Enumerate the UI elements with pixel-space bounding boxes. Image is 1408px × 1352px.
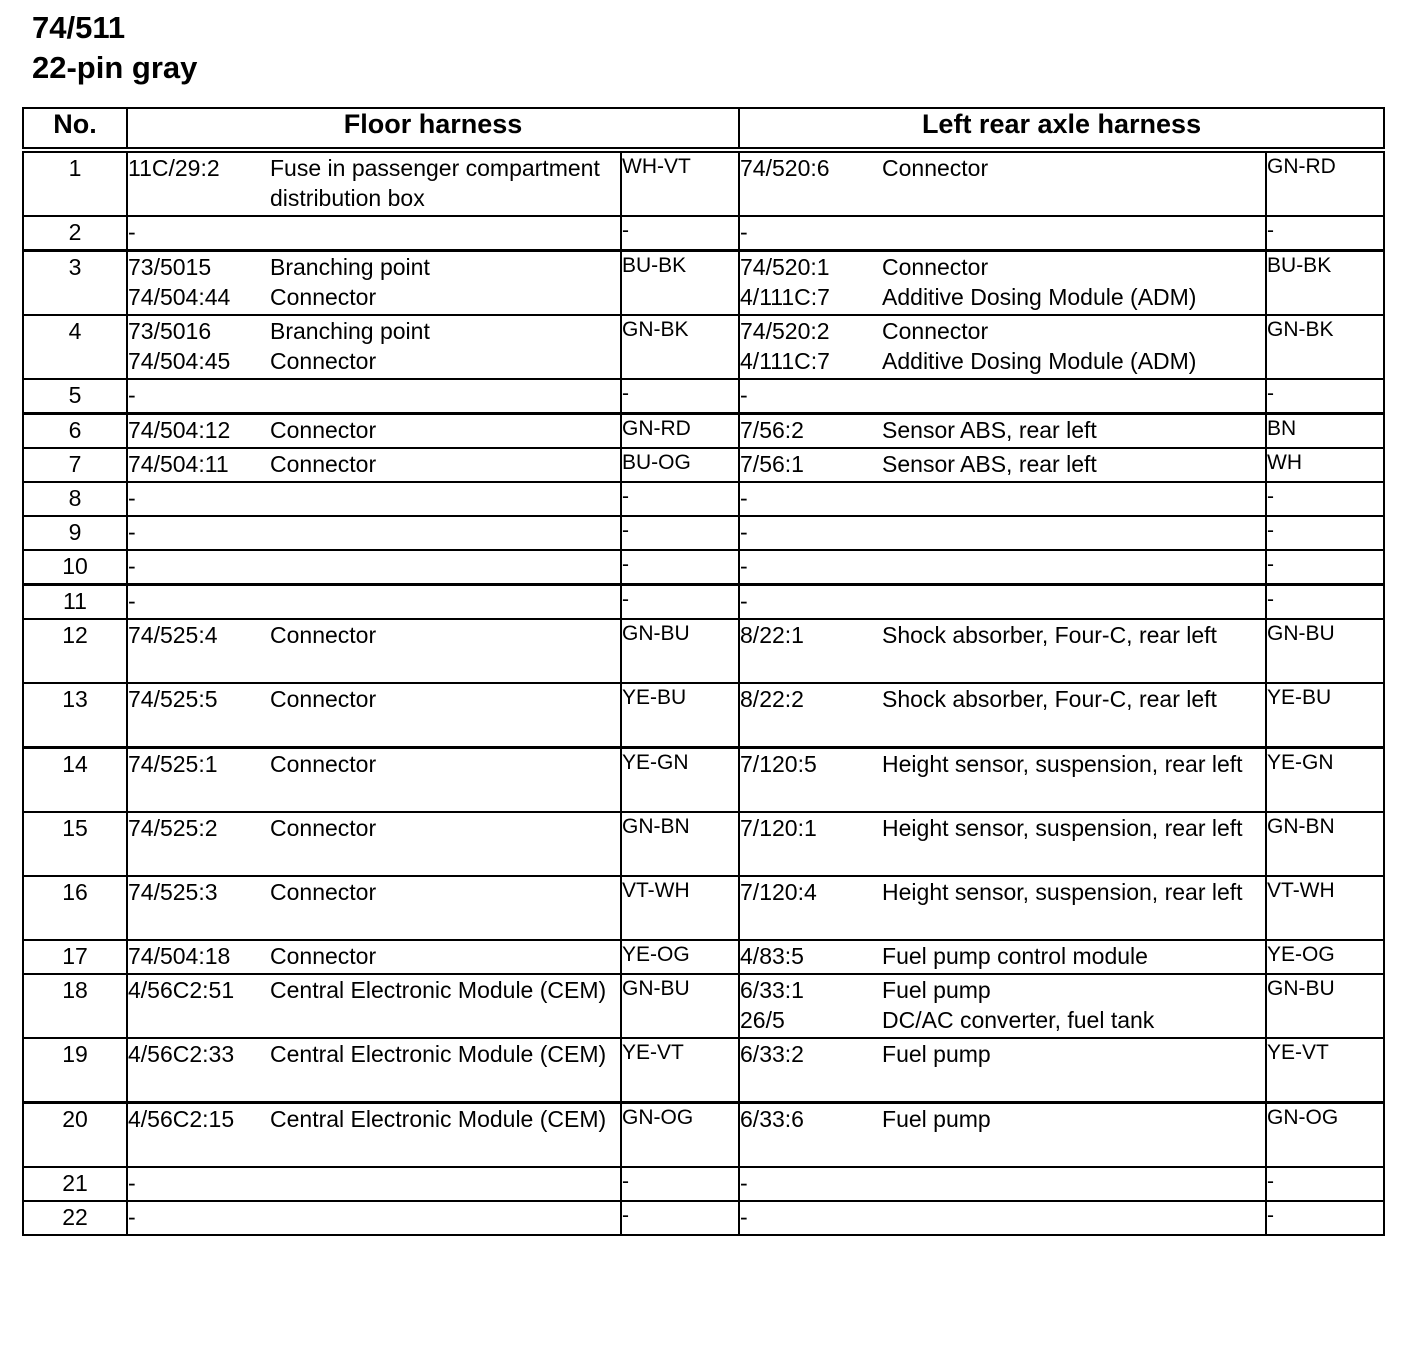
table-row <box>23 619 1384 683</box>
left-wire-color: GN-OG <box>1266 1103 1384 1168</box>
floor-part-description: Connector <box>270 417 377 443</box>
left-part-code: - <box>740 553 748 579</box>
left-wire-color: GN-BK <box>1266 315 1384 379</box>
left-part-code: - <box>740 1170 748 1196</box>
left-part-code: - <box>740 219 748 245</box>
left-entry <box>740 813 1265 843</box>
pin-number: 7 <box>23 448 127 482</box>
floor-part-code: - <box>128 382 136 408</box>
left-part-code: 7/120:5 <box>740 751 817 777</box>
left-part-code: 8/22:1 <box>740 622 804 648</box>
left-part-description <box>882 380 1265 410</box>
table-row <box>23 482 1384 516</box>
floor-entry <box>128 282 620 312</box>
left-part-description: Connector <box>882 155 989 181</box>
floor-part-description <box>270 380 620 410</box>
pin-number: 11 <box>23 585 127 620</box>
floor-wire-color: - <box>621 585 739 620</box>
table-row <box>23 251 1384 316</box>
table-body <box>23 150 1384 1235</box>
floor-harness-cell <box>127 940 621 974</box>
floor-part-code: 74/525:3 <box>128 879 218 905</box>
pin-number: 3 <box>23 251 127 316</box>
left-part-description: Sensor ABS, rear left <box>882 417 1097 443</box>
pin-number: 20 <box>23 1103 127 1168</box>
left-part-description <box>882 1168 1265 1198</box>
left-entry <box>740 1039 1265 1069</box>
table-row <box>23 812 1384 876</box>
floor-entry <box>128 684 620 714</box>
left-part-description: Fuel pump control module <box>882 943 1148 969</box>
connector-description: 22-pin gray <box>32 50 198 85</box>
floor-part-code: 4/56C2:15 <box>128 1106 235 1132</box>
left-part-code: 26/5 <box>740 1007 785 1033</box>
left-wire-color: - <box>1266 379 1384 414</box>
floor-wire-color: VT-WH <box>621 876 739 940</box>
left-part-description: Additive Dosing Module (ADM) <box>882 284 1197 310</box>
floor-harness-cell <box>127 150 621 216</box>
floor-entry <box>128 941 620 971</box>
pin-number: 4 <box>23 315 127 379</box>
floor-part-description: Branching point <box>270 254 430 280</box>
left-rear-axle-harness-cell <box>739 812 1266 876</box>
table-row <box>23 150 1384 216</box>
header-floor-harness: Floor harness <box>127 108 739 150</box>
floor-harness-cell <box>127 516 621 550</box>
left-wire-color: - <box>1266 216 1384 251</box>
floor-harness-cell <box>127 315 621 379</box>
floor-entry <box>128 813 620 843</box>
floor-wire-color: GN-OG <box>621 1103 739 1168</box>
left-entry <box>740 749 1265 779</box>
left-wire-color: - <box>1266 516 1384 550</box>
floor-part-code: 74/504:11 <box>128 451 229 477</box>
left-part-code: 74/520:6 <box>740 155 830 181</box>
left-entry <box>740 346 1265 376</box>
left-part-code: - <box>740 382 748 408</box>
table-row <box>23 1201 1384 1235</box>
floor-wire-color: - <box>621 379 739 414</box>
left-rear-axle-harness-cell <box>739 619 1266 683</box>
floor-wire-color: - <box>621 216 739 251</box>
table-row <box>23 585 1384 620</box>
left-part-description: Height sensor, suspension, rear left <box>882 879 1243 905</box>
floor-part-code: 73/5015 <box>128 254 212 280</box>
left-entry <box>740 975 1265 1005</box>
left-wire-color: - <box>1266 585 1384 620</box>
table-row <box>23 1103 1384 1168</box>
table-row <box>23 940 1384 974</box>
left-wire-color: BU-BK <box>1266 251 1384 316</box>
table-row <box>23 414 1384 449</box>
left-part-description: Shock absorber, Four-C, rear left <box>882 686 1217 712</box>
left-wire-color: WH <box>1266 448 1384 482</box>
floor-harness-cell <box>127 550 621 585</box>
floor-part-description <box>270 517 620 547</box>
left-wire-color: YE-OG <box>1266 940 1384 974</box>
left-part-description: DC/AC converter, fuel tank <box>882 1007 1155 1033</box>
floor-wire-color: YE-VT <box>621 1038 739 1103</box>
left-wire-color: - <box>1266 1167 1384 1201</box>
floor-part-description: Branching point <box>270 318 430 344</box>
floor-part-description: Connector <box>270 284 377 310</box>
floor-wire-color: - <box>621 516 739 550</box>
left-part-code: - <box>740 485 748 511</box>
floor-part-description: Central Electronic Module (CEM) <box>270 1106 607 1132</box>
floor-entry <box>128 1168 620 1198</box>
left-wire-color: YE-VT <box>1266 1038 1384 1103</box>
floor-wire-color: WH-VT <box>621 150 739 216</box>
left-part-description: Shock absorber, Four-C, rear left <box>882 622 1217 648</box>
left-rear-axle-harness-cell <box>739 550 1266 585</box>
left-part-code: 4/111C:7 <box>740 348 830 374</box>
floor-part-code: 74/525:5 <box>128 686 218 712</box>
left-part-description: Fuel pump <box>882 1106 991 1132</box>
left-wire-color: - <box>1266 550 1384 585</box>
floor-part-description <box>270 1168 620 1198</box>
left-entry <box>740 877 1265 907</box>
left-part-code: - <box>740 519 748 545</box>
left-part-description: Fuel pump <box>882 977 991 1003</box>
left-entry <box>740 586 1265 616</box>
left-rear-axle-harness-cell <box>739 516 1266 550</box>
floor-harness-cell <box>127 1201 621 1235</box>
left-rear-axle-harness-cell <box>739 1167 1266 1201</box>
floor-harness-cell <box>127 379 621 414</box>
floor-part-description <box>270 551 620 581</box>
floor-part-code: 4/56C2:33 <box>128 1041 235 1067</box>
left-wire-color: GN-RD <box>1266 150 1384 216</box>
floor-entry <box>128 380 620 410</box>
floor-harness-cell <box>127 1038 621 1103</box>
floor-part-description <box>270 217 620 247</box>
floor-part-code: 74/504:12 <box>128 417 231 443</box>
floor-harness-cell <box>127 216 621 251</box>
floor-wire-color: GN-BU <box>621 974 739 1038</box>
left-rear-axle-harness-cell <box>739 482 1266 516</box>
left-rear-axle-harness-cell <box>739 974 1266 1038</box>
left-part-code: 6/33:1 <box>740 977 804 1003</box>
left-part-description <box>882 517 1265 547</box>
left-rear-axle-harness-cell <box>739 876 1266 940</box>
left-rear-axle-harness-cell <box>739 414 1266 449</box>
floor-part-description: Connector <box>270 348 377 374</box>
left-entry <box>740 517 1265 547</box>
pin-number: 18 <box>23 974 127 1038</box>
floor-entry <box>128 551 620 581</box>
left-part-description: Height sensor, suspension, rear left <box>882 815 1243 841</box>
pin-number: 13 <box>23 683 127 748</box>
table-row <box>23 748 1384 813</box>
left-part-description <box>882 217 1265 247</box>
floor-entry <box>128 1039 620 1069</box>
left-entry <box>740 380 1265 410</box>
floor-part-description: Connector <box>270 943 377 969</box>
header-left-rear-axle-harness: Left rear axle harness <box>739 108 1384 150</box>
left-rear-axle-harness-cell <box>739 748 1266 813</box>
table-row <box>23 315 1384 379</box>
floor-part-description <box>270 586 620 616</box>
left-entry <box>740 684 1265 714</box>
connector-id: 74/511 <box>32 10 126 45</box>
left-part-description <box>882 483 1265 513</box>
left-wire-color: YE-GN <box>1266 748 1384 813</box>
left-entry <box>740 316 1265 346</box>
pin-number: 17 <box>23 940 127 974</box>
table-row <box>23 974 1384 1038</box>
left-rear-axle-harness-cell <box>739 1038 1266 1103</box>
left-part-code: 7/56:2 <box>740 417 804 443</box>
left-part-description: Connector <box>882 318 989 344</box>
floor-entry <box>128 415 620 445</box>
pin-number: 1 <box>23 150 127 216</box>
floor-wire-color: BU-BK <box>621 251 739 316</box>
left-part-description <box>882 1202 1265 1232</box>
floor-part-description <box>270 1202 620 1232</box>
left-wire-color: GN-BU <box>1266 619 1384 683</box>
floor-part-code: 11C/29:2 <box>128 155 220 181</box>
floor-wire-color: BU-OG <box>621 448 739 482</box>
floor-entry <box>128 316 620 346</box>
left-entry <box>740 282 1265 312</box>
left-wire-color: GN-BN <box>1266 812 1384 876</box>
left-entry <box>740 1104 1265 1134</box>
floor-harness-cell <box>127 414 621 449</box>
pin-table <box>22 107 1385 1236</box>
floor-part-description <box>270 483 620 513</box>
left-entry <box>740 1202 1265 1232</box>
floor-wire-color: GN-BK <box>621 315 739 379</box>
floor-harness-cell <box>127 748 621 813</box>
left-part-code: 74/520:2 <box>740 318 830 344</box>
floor-part-description: Central Electronic Module (CEM) <box>270 1041 607 1067</box>
table-row <box>23 448 1384 482</box>
left-part-code: 7/120:4 <box>740 879 817 905</box>
pin-number: 5 <box>23 379 127 414</box>
pin-number: 6 <box>23 414 127 449</box>
header-no: No. <box>23 108 127 150</box>
floor-wire-color: GN-BU <box>621 619 739 683</box>
left-rear-axle-harness-cell <box>739 1201 1266 1235</box>
document-title <box>32 8 197 88</box>
pin-number: 14 <box>23 748 127 813</box>
floor-part-code: 4/56C2:51 <box>128 977 235 1003</box>
table-header-row <box>23 108 1384 150</box>
floor-wire-color: - <box>621 550 739 585</box>
left-part-description <box>882 586 1265 616</box>
floor-harness-cell <box>127 812 621 876</box>
left-part-code: 4/111C:7 <box>740 284 830 310</box>
floor-wire-color: - <box>621 1167 739 1201</box>
left-part-code: 4/83:5 <box>740 943 804 969</box>
left-part-code: - <box>740 1204 748 1230</box>
floor-harness-cell <box>127 482 621 516</box>
floor-part-code: 74/525:2 <box>128 815 218 841</box>
floor-part-code: - <box>128 485 136 511</box>
floor-entry <box>128 877 620 907</box>
floor-wire-color: GN-BN <box>621 812 739 876</box>
floor-entry <box>128 449 620 479</box>
floor-harness-cell <box>127 251 621 316</box>
left-rear-axle-harness-cell <box>739 448 1266 482</box>
left-entry <box>740 620 1265 650</box>
left-part-code: 6/33:6 <box>740 1106 804 1132</box>
floor-wire-color: GN-RD <box>621 414 739 449</box>
floor-entry <box>128 1104 620 1134</box>
left-entry <box>740 153 1265 183</box>
left-part-code: 74/520:1 <box>740 254 830 280</box>
floor-entry <box>128 620 620 650</box>
floor-part-description: Connector <box>270 815 377 841</box>
left-rear-axle-harness-cell <box>739 379 1266 414</box>
floor-harness-cell <box>127 876 621 940</box>
left-wire-color: VT-WH <box>1266 876 1384 940</box>
floor-entry <box>128 517 620 547</box>
floor-entry <box>128 483 620 513</box>
floor-entry <box>128 217 620 247</box>
left-part-description: Connector <box>882 254 989 280</box>
left-entry <box>740 252 1265 282</box>
table-row <box>23 876 1384 940</box>
floor-part-description: Connector <box>270 879 377 905</box>
left-part-description <box>882 551 1265 581</box>
floor-entry <box>128 252 620 282</box>
floor-part-code: 74/504:44 <box>128 284 231 310</box>
floor-harness-cell <box>127 974 621 1038</box>
table-row <box>23 379 1384 414</box>
table-row <box>23 1038 1384 1103</box>
left-rear-axle-harness-cell <box>739 1103 1266 1168</box>
floor-part-code: - <box>128 519 136 545</box>
floor-part-code: - <box>128 1170 136 1196</box>
floor-harness-cell <box>127 448 621 482</box>
left-rear-axle-harness-cell <box>739 251 1266 316</box>
left-rear-axle-harness-cell <box>739 585 1266 620</box>
table-row <box>23 1167 1384 1201</box>
floor-part-code: 74/504:18 <box>128 943 231 969</box>
left-part-description: Fuel pump <box>882 1041 991 1067</box>
floor-part-code: - <box>128 1204 136 1230</box>
left-wire-color: YE-BU <box>1266 683 1384 748</box>
pin-number: 2 <box>23 216 127 251</box>
pin-number: 15 <box>23 812 127 876</box>
left-wire-color: GN-BU <box>1266 974 1384 1038</box>
pin-number: 12 <box>23 619 127 683</box>
left-entry <box>740 217 1265 247</box>
left-entry <box>740 449 1265 479</box>
left-entry <box>740 415 1265 445</box>
left-entry <box>740 941 1265 971</box>
floor-part-code: 74/525:1 <box>128 751 218 777</box>
floor-entry <box>128 586 620 616</box>
floor-wire-color: - <box>621 482 739 516</box>
floor-part-description: Connector <box>270 451 377 477</box>
floor-entry <box>128 975 620 1005</box>
pin-number: 19 <box>23 1038 127 1103</box>
pin-number: 8 <box>23 482 127 516</box>
floor-harness-cell <box>127 619 621 683</box>
left-part-description: Height sensor, suspension, rear left <box>882 751 1243 777</box>
floor-harness-cell <box>127 1103 621 1168</box>
left-entry <box>740 1168 1265 1198</box>
pin-number: 9 <box>23 516 127 550</box>
table-row <box>23 216 1384 251</box>
left-part-code: 7/56:1 <box>740 451 804 477</box>
floor-part-code: - <box>128 588 136 614</box>
floor-part-code: - <box>128 553 136 579</box>
left-wire-color: BN <box>1266 414 1384 449</box>
floor-part-code: 74/525:4 <box>128 622 218 648</box>
table-row <box>23 550 1384 585</box>
floor-part-description: Fuse in passenger compartment distribution box <box>270 155 600 211</box>
floor-wire-color: YE-BU <box>621 683 739 748</box>
left-part-code: 8/22:2 <box>740 686 804 712</box>
floor-part-description: Central Electronic Module (CEM) <box>270 977 607 1003</box>
left-rear-axle-harness-cell <box>739 683 1266 748</box>
floor-wire-color: YE-GN <box>621 748 739 813</box>
table-row <box>23 683 1384 748</box>
floor-harness-cell <box>127 683 621 748</box>
left-rear-axle-harness-cell <box>739 216 1266 251</box>
left-wire-color: - <box>1266 482 1384 516</box>
floor-entry <box>128 346 620 376</box>
left-rear-axle-harness-cell <box>739 150 1266 216</box>
floor-harness-cell <box>127 585 621 620</box>
floor-entry <box>128 1202 620 1232</box>
left-part-description: Sensor ABS, rear left <box>882 451 1097 477</box>
floor-entry <box>128 749 620 779</box>
left-part-code: 7/120:1 <box>740 815 817 841</box>
floor-part-code: 73/5016 <box>128 318 212 344</box>
floor-harness-cell <box>127 1167 621 1201</box>
floor-wire-color: YE-OG <box>621 940 739 974</box>
left-wire-color: - <box>1266 1201 1384 1235</box>
left-entry <box>740 1005 1265 1035</box>
table-row <box>23 516 1384 550</box>
left-entry <box>740 551 1265 581</box>
left-rear-axle-harness-cell <box>739 315 1266 379</box>
floor-entry <box>128 153 620 213</box>
pin-number: 22 <box>23 1201 127 1235</box>
pin-number: 10 <box>23 550 127 585</box>
left-part-description: Additive Dosing Module (ADM) <box>882 348 1197 374</box>
floor-wire-color: - <box>621 1201 739 1235</box>
floor-part-code: 74/504:45 <box>128 348 231 374</box>
left-entry <box>740 483 1265 513</box>
left-rear-axle-harness-cell <box>739 940 1266 974</box>
floor-part-description: Connector <box>270 686 377 712</box>
left-part-code: 6/33:2 <box>740 1041 804 1067</box>
pin-number: 16 <box>23 876 127 940</box>
pin-number: 21 <box>23 1167 127 1201</box>
left-part-code: - <box>740 588 748 614</box>
floor-part-description: Connector <box>270 622 377 648</box>
floor-part-code: - <box>128 219 136 245</box>
floor-part-description: Connector <box>270 751 377 777</box>
